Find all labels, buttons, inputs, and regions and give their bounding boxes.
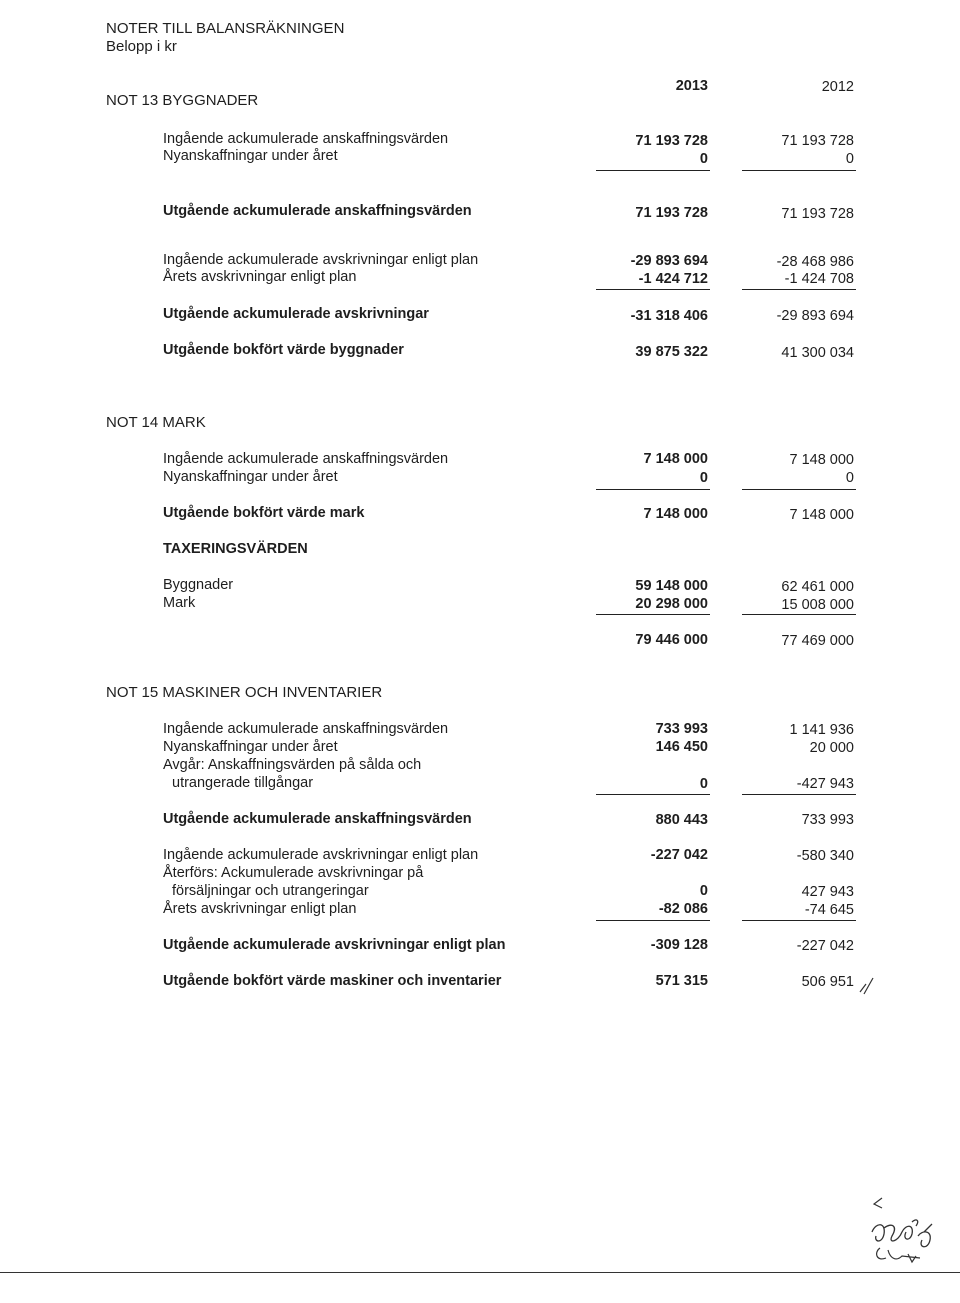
not15-row-label: Återförs: Ackumulerade avskrivningar på: [163, 865, 424, 881]
not15-row-value-2013: 880 443: [655, 812, 708, 828]
not13-row-value-2013: -31 318 406: [630, 308, 708, 324]
not15-row-value-2013: -227 042: [650, 847, 708, 863]
not13-row-value-2013: -1 424 712: [638, 271, 708, 287]
not15-row-label: Nyanskaffningar under året: [163, 739, 338, 755]
sum-rule: [596, 170, 710, 171]
not14-row-value-2013: 7 148 000: [643, 451, 708, 467]
year-current: 2013: [675, 78, 708, 94]
not13-row-label: Utgående ackumulerade anskaffningsvärden: [163, 203, 472, 219]
not15-row-label: Utgående ackumulerade avskrivningar enligt plan: [163, 937, 506, 953]
not14-row-value-2012: 7 148 000: [789, 507, 854, 523]
not13-heading: NOT 13 BYGGNADER: [106, 92, 259, 109]
not13-row-value-2012: -28 468 986: [776, 254, 854, 270]
not13-row-value-2012: 71 193 728: [781, 133, 854, 149]
not15-row-label-cont: försäljningar och utrangeringar: [172, 883, 369, 899]
not15-row-label: Utgående bokfört värde maskiner och inventarier: [163, 973, 502, 989]
sum-rule: [742, 920, 856, 921]
not15-row-label: Ingående ackumulerade anskaffningsvärden: [163, 721, 449, 737]
sum-rule: [742, 794, 856, 795]
year-previous: 2012: [821, 79, 854, 95]
not14-row-value-2013: 0: [699, 470, 708, 486]
not15-row-label-cont: utrangerade tillgångar: [172, 775, 314, 791]
tax-heading: TAXERINGSVÄRDEN: [163, 541, 308, 557]
not15-row-value-2013: 733 993: [655, 721, 708, 737]
tax-row-label: Byggnader: [163, 577, 234, 593]
not15-row-value-2012: -227 042: [796, 938, 854, 954]
not13-row-value-2013: -29 893 694: [630, 253, 708, 269]
not15-row-label: Årets avskrivningar enligt plan: [163, 901, 357, 917]
not15-row-value-2013: 146 450: [655, 739, 708, 755]
not15-row-value-2013: 0: [699, 883, 708, 899]
sum-rule: [742, 289, 856, 290]
not14-row-value-2012: 7 148 000: [789, 452, 854, 468]
not15-row-value-2012: 20 000: [809, 740, 854, 756]
sum-rule: [742, 170, 856, 171]
tax-total-2012: 77 469 000: [781, 633, 854, 649]
not13-row-value-2013: 71 193 728: [635, 205, 708, 221]
not13-row-value-2012: 41 300 034: [781, 345, 854, 361]
not15-row-value-2012: -427 943: [796, 776, 854, 792]
tax-row-value-2013: 20 298 000: [635, 596, 708, 612]
not14-row-label: Utgående bokfört värde mark: [163, 505, 365, 521]
not15-row-value-2012: -580 340: [796, 848, 854, 864]
not13-row-value-2012: 71 193 728: [781, 206, 854, 222]
sum-rule: [596, 614, 710, 615]
tax-row-label: Mark: [163, 595, 196, 611]
not15-row-value-2013: 571 315: [655, 973, 708, 989]
not15-row-value-2012: 733 993: [801, 812, 854, 828]
tax-row-value-2013: 59 148 000: [635, 578, 708, 594]
not13-row-label: Utgående ackumulerade avskrivningar: [163, 306, 429, 322]
not13-row-label: Årets avskrivningar enligt plan: [163, 269, 357, 285]
not13-row-value-2013: 71 193 728: [635, 133, 708, 149]
not13-row-label: Ingående ackumulerade anskaffningsvärden: [163, 131, 449, 147]
sum-rule: [596, 920, 710, 921]
not14-row-label: Nyanskaffningar under året: [163, 469, 338, 485]
sum-rule: [742, 614, 856, 615]
not14-row-value-2012: 0: [845, 470, 854, 486]
sum-rule: [596, 289, 710, 290]
tick-mark-icon: [858, 974, 878, 998]
not15-heading: NOT 15 MASKINER OCH INVENTARIER: [106, 684, 383, 701]
not15-row-value-2013: 0: [699, 776, 708, 792]
not13-row-label: Utgående bokfört värde byggnader: [163, 342, 404, 358]
not15-row-label: Avgår: Anskaffningsvärden på sålda och: [163, 757, 422, 773]
not13-row-label: Nyanskaffningar under året: [163, 148, 338, 164]
page-bottom-rule: [0, 1272, 960, 1273]
not13-row-value-2012: -29 893 694: [776, 308, 854, 324]
not13-row-value-2012: 0: [845, 151, 854, 167]
sum-rule: [742, 489, 856, 490]
tax-row-value-2012: 62 461 000: [781, 579, 854, 595]
not13-row-label: Ingående ackumulerade avskrivningar enligt plan: [163, 252, 479, 268]
not15-row-value-2012: 506 951: [801, 974, 854, 990]
tax-row-value-2012: 15 008 000: [781, 597, 854, 613]
not15-row-label: Ingående ackumulerade avskrivningar enligt plan: [163, 847, 479, 863]
not15-row-value-2013: -309 128: [650, 937, 708, 953]
sum-rule: [596, 489, 710, 490]
not14-row-value-2013: 7 148 000: [643, 506, 708, 522]
not15-row-label: Utgående ackumulerade anskaffningsvärden: [163, 811, 472, 827]
page-subtitle: Belopp i kr: [106, 38, 177, 55]
tax-total-2013: 79 446 000: [635, 632, 708, 648]
not14-row-label: Ingående ackumulerade anskaffningsvärden: [163, 451, 449, 467]
not13-row-value-2012: -1 424 708: [784, 271, 854, 287]
handwritten-signature-icon: [862, 1192, 952, 1272]
not13-row-value-2013: 0: [699, 151, 708, 167]
not15-row-value-2012: 1 141 936: [789, 722, 854, 738]
page-title: NOTER TILL BALANSRÄKNINGEN: [106, 20, 345, 37]
not15-row-value-2012: -74 645: [804, 902, 854, 918]
not15-row-value-2012: 427 943: [801, 884, 854, 900]
not14-heading: NOT 14 MARK: [106, 414, 206, 431]
sum-rule: [596, 794, 710, 795]
not13-row-value-2013: 39 875 322: [635, 344, 708, 360]
not15-row-value-2013: -82 086: [658, 901, 708, 917]
